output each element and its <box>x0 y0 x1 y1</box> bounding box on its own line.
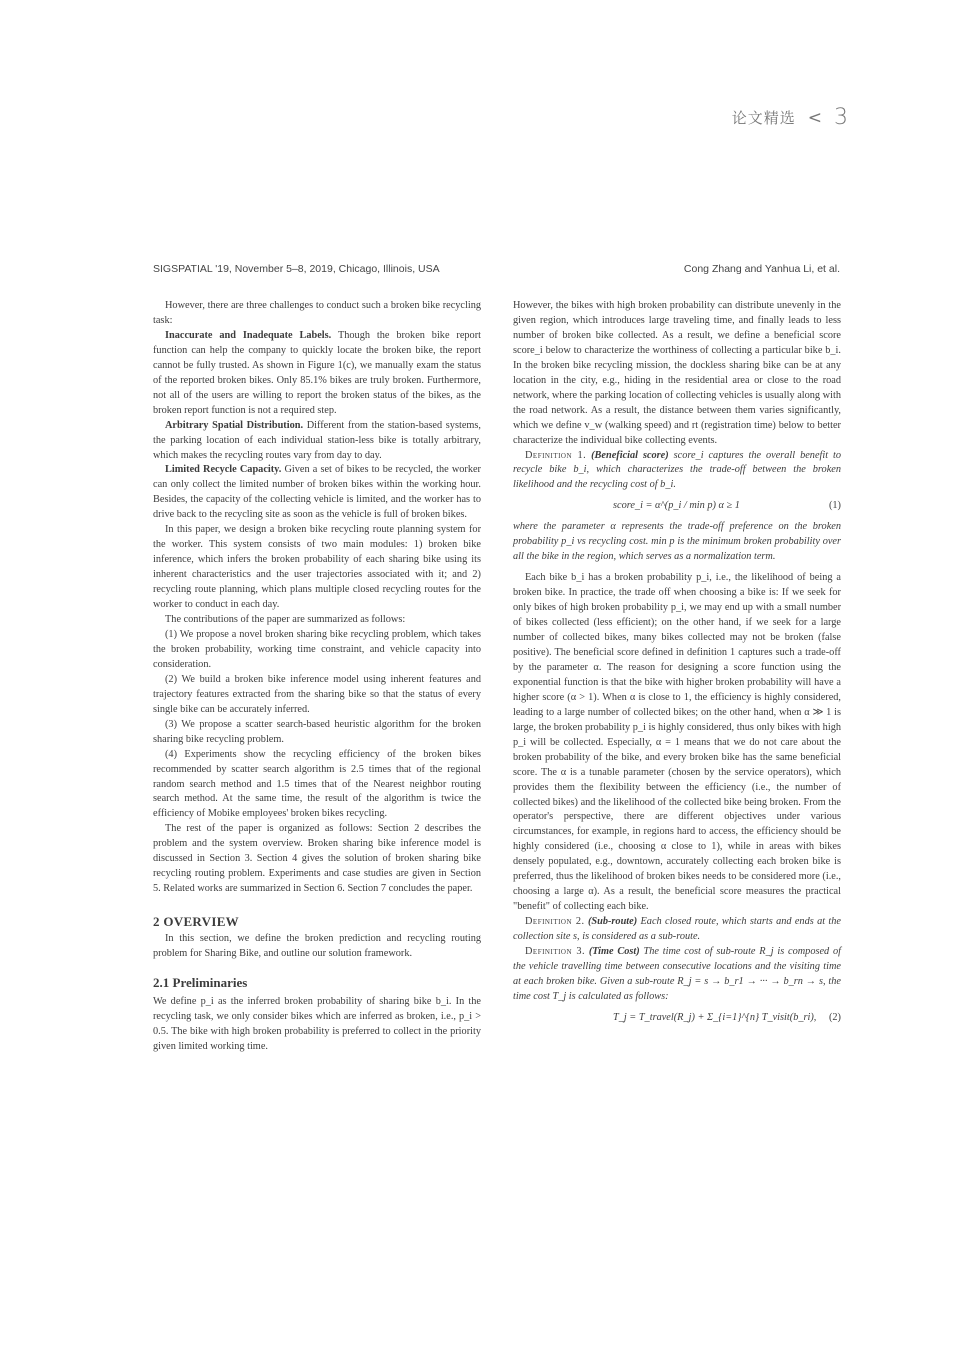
watermark-header <box>732 105 848 130</box>
equation-number: (2) <box>828 1011 841 1023</box>
challenge-paragraph <box>153 463 481 523</box>
page-number: 3 <box>834 105 848 130</box>
body-paragraph: The rest of the paper is organized as follows: Section 2 describes the problem and the system overview. Broken sharing bike inference model is discussed in Section 3. Section 4 gives the solution of broken sharing bike recycling routing problem. Experiments and case studies are given in Section 5. Related works are summarized in Section 6. Section 7 concludes the paper. <box>153 823 481 895</box>
body-paragraph: Each bike b_i has a broken probability p_i, i.e., the likelihood of being a broken bike. In practice, the trade off when choosing a bike is: If we seek for only bikes of high broken probability p_i, we may end up with a small number of bikes collected (less efficient); on the other hand, if we seek for a large number of collected bikes, many bikes collected may not be broken (false positive). The beneficial score defined in definition 1 captures such a trade-off by the parameter α. The reason for designing a score function using the exponential function is that the bike with higher broken probability will have a higher score (α > 1). When α is close to 1, the efficiency is highly considered, leading to a large number of collected bikes; on the other hand, when α ≫ 1 is large, the broken probability p_i is highly considered, thus only bikes with high p_i will be collected. Especially, α = 1 means that we do not care about the broken probability of the bike, and every broken bike has the same beneficial score. The α is a tunable parameter (chosen by the service operators), which provides them the flexibility between the efficiency (i.e., the number of collected bikes) and the likelihood of the collected bike being broken. From the operator's perspective, there are different objectives under various circumstances, for example, in regions hard to access, the efficiency should be highly considered (i.e., choosing α close to 1), while in areas with bikes densely populated, e.g., downtown, accurately collecting each broken bike is preferred, thus the likelihood of broken bikes needs to be considered more (i.e., choosing a large α). As a result, the beneficial score measures the practical "benefit" of collecting each bike. <box>513 572 841 913</box>
equation-1 <box>513 499 841 514</box>
definition-3 <box>513 945 841 1005</box>
challenge-body: Though the broken bike report function can help the company to quickly locate the broken bike, the report cannot be fully trusted. As shown in Figure 1(c), we manually exam the status of the reported broken bikes. Only 85.1% bikes are truly broken. Furthermore, not all of the users are willing to report the broken status of the bikes, as the broken report function is not a required step. <box>153 329 481 416</box>
definition-2 <box>513 915 841 945</box>
equation-2 <box>513 1011 841 1026</box>
equation-expression: score_i = α^(p_i / min p) α ≥ 1 <box>613 500 740 512</box>
contribution-item: (4) Experiments show the recycling efficiency of the broken bikes recommended by scatter search algorithm is 2.5 times that of the regional random search method and 1.5 times that of the Nearest neighbor routing search method. At the same time, the result of the algorithm is twice the efficiency of Mobike employees' broken bikes recycling. <box>153 748 481 820</box>
definition-name: (Sub-route) <box>587 916 638 928</box>
back-chevron-icon[interactable]: < <box>807 107 822 128</box>
equation-expression: T_j = T_travel(R_j) + Σ_{i=1}^{n} T_visit(b_ri), <box>613 1011 817 1023</box>
contribution-item: (1) We propose a novel broken sharing bike recycling problem, which takes the broken probability, working time constraint, and vehicle capacity into consideration. <box>153 628 481 670</box>
definition-explanation: where the parameter α represents the trade-off preference on the broken probability p_i vs recycling cost. min p is the minimum broken probability over all the bike in the region, which serves as a normalization term. <box>513 521 841 563</box>
definition-body: score_i captures the overall benefit to recycle bike b_i, which characterizes the trade-off between the broken likelihood and the recycling cost of b_i. <box>513 449 842 491</box>
challenge-title: Inaccurate and Inadequate Labels. <box>165 329 332 341</box>
right-column <box>513 299 841 1032</box>
intro-paragraph: However, there are three challenges to conduct such a broken bike recycling task: <box>153 300 481 326</box>
section-intro: In this section, we define the broken prediction and recycling routing problem for Sharing Bike, and outline our solution framework. <box>153 933 481 960</box>
definition-label: Definition 2. <box>525 916 585 928</box>
challenge-title: Arbitrary Spatial Distribution. <box>165 419 304 431</box>
section-heading: 2 OVERVIEW <box>153 914 239 930</box>
contribution-item: (3) We propose a scatter search-based heuristic algorithm for the broken sharing bike recycling problem. <box>153 718 481 745</box>
subsection-paragraph: We define p_i as the inferred broken probability of sharing bike b_i. In the recycling task, we only consider bikes which are inferred as broken, i.e., p_i > 0.5. The bike with high broken probability is preferred to collect in the priority given limited working time. <box>153 995 481 1052</box>
challenge-body: Different from the station-based systems, the parking location of each individual station-less bike is totally arbitrary, which makes the recycling routes vary from day to day. <box>153 419 481 461</box>
definition-name: (Beneficial score) <box>591 449 669 461</box>
subsection-heading: 2.1 Preliminaries <box>153 974 248 990</box>
left-column <box>153 299 481 1055</box>
definition-body: The time cost of sub-route R_j is composed of the vehicle travelling time between consecutive locations and the visiting time at each broken bike. Given a sub-route R_j = s → b_r1 → ··· → b_rn → s, the time cost T_j is calculated as follows: <box>513 946 841 1002</box>
section-label: 论文精选 <box>731 109 796 127</box>
challenge-title: Limited Recycle Capacity. <box>165 464 282 476</box>
challenge-paragraph <box>153 329 481 419</box>
body-paragraph: The contributions of the paper are summarized as follows: <box>165 614 406 626</box>
definition-label: Definition 1. <box>525 449 587 461</box>
definition-1 <box>513 449 841 494</box>
definition-name: (Time Cost) <box>588 946 640 958</box>
body-paragraph: However, the bikes with high broken probability can distribute unevenly in the given region, which introduces large traveling time, and finally leads to less number of broken bike collected. As a result, we define a beneficial score score_i below to characterize the worthiness of collecting a particular bike b_i. In the broken bike recycling mission, the dockless sharing bike can be at any location in the city, e.g., hiding in the residential area or close to the road network, where the parking location of collecting vehicles is usually along with the road network. As a result, the distance between them varies significantly, which we define v_w (walking speed) and rt (registration time) below to better characterize the individual bike collecting events. <box>513 300 841 446</box>
definition-label: Definition 3. <box>525 946 586 958</box>
challenge-body: Given a set of bikes to be recycled, the worker can only collect the limited number of broken bikes within the working hour. Besides, the capacity of the collecting vehicle is limited, and the worker has to drive back to the recycling site as soon as the vehicle is full of broken bikes. <box>153 464 481 521</box>
running-header-right: Cong Zhang and Yanhua Li, et al. <box>683 263 840 275</box>
body-paragraph: In this paper, we design a broken bike recycling route planning system for the worker. This system consists of two main modules: 1) broken bike inference, which infers the broken probability of each sharing bike using its inherent characteristics and the user trajectories associated with it; and 2) recycling route planning, which plans multiple closed recycling routes for the worker to conduct in each day. <box>153 524 481 611</box>
contribution-item: (2) We build a broken bike inference model using inherent features and trajectory features extracted from the sharing bike so that the status of every single bike can be accurately inferred. <box>153 673 481 715</box>
running-header-left: SIGSPATIAL '19, November 5–8, 2019, Chicago, Illinois, USA <box>153 263 440 275</box>
equation-number: (1) <box>828 500 841 512</box>
challenge-paragraph <box>153 419 481 464</box>
definition-body: Each closed route, which starts and ends at the collection site s, is considered as a sub-route. <box>513 916 841 943</box>
